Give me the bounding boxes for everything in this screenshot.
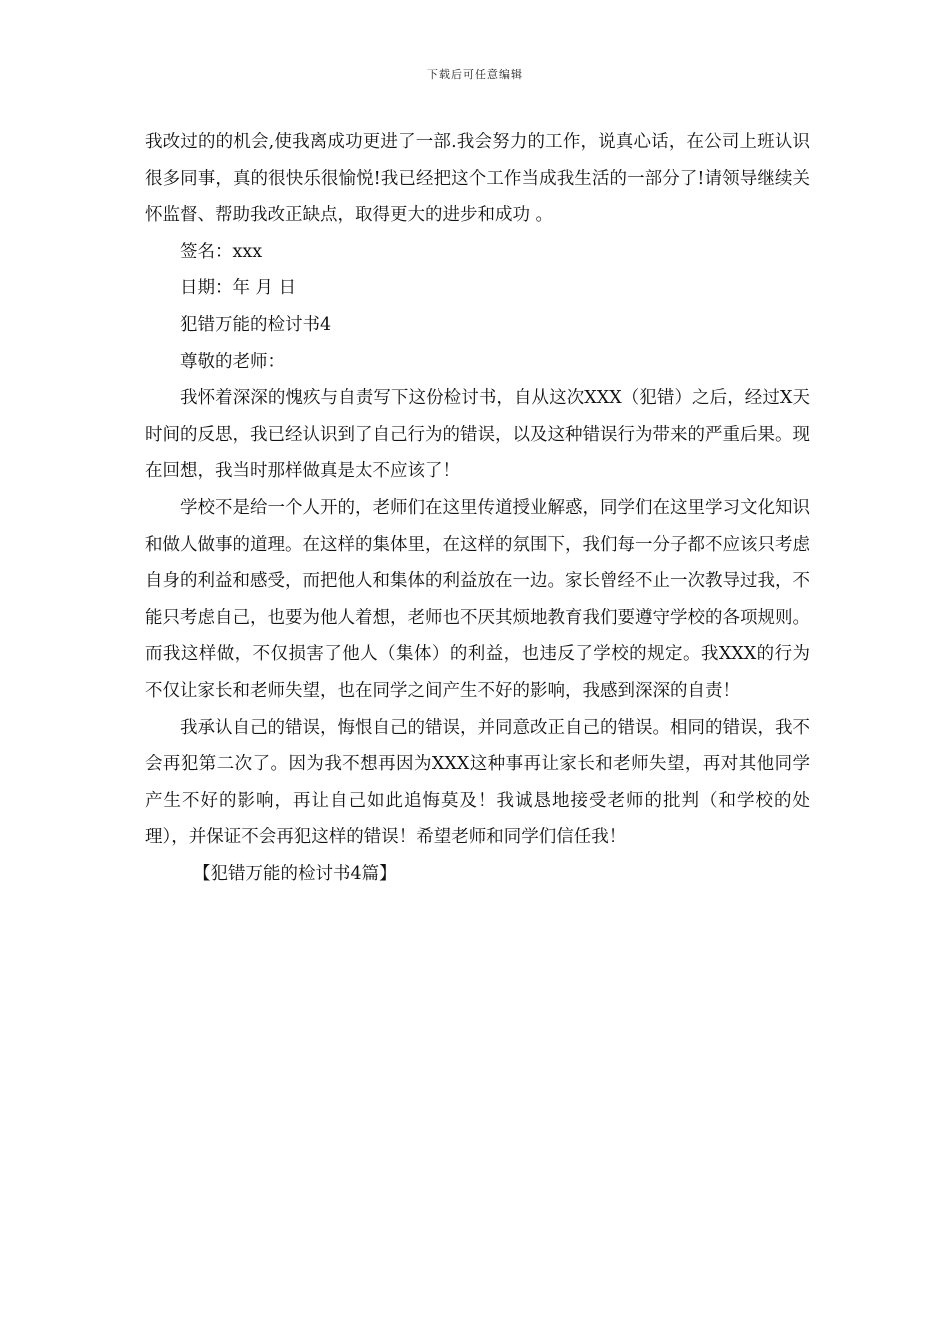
date-line: 日期：年 月 日 — [180, 278, 297, 299]
footer-title: 【犯错万能的检讨书4篇】 — [193, 863, 397, 884]
section-title: 犯错万能的检讨书4 — [180, 314, 332, 335]
paragraph-reflection: 我怀着深深的愧疚与自责写下这份检讨书，自从这次XXX（犯错）之后，经过X天时间的反思，我已经认识到了自己行为的错误，以及这种错误行为带来的严重后果。现在回想，我当时那样做真是太不应该了！ — [145, 388, 810, 482]
paragraph-school: 学校不是给一个人开的，老师们在这里传道授业解惑，同学们在这里学习文化知识和做人做事的道理。在这样的集体里，在这样的氛围下，我们每一分子都不应该只考虑自身的利益和感受，而把他人和集体的利益放在一边。家长曾经不止一次教导过我，不能只考虑自己，也要为他人着想，老师也不厌其烦地教育我们要遵守学校的各项规则。而我这样做，不仅损害了他人（集体）的利益，也违反了学校的规定。我XXX的行为不仅让家长和老师失望，也在同学之间产生不好的影响，我感到深深的自责！ — [145, 497, 810, 701]
paragraph-promise: 我承认自己的错误，悔恨自己的错误，并同意改正自己的错误。相同的错误，我不会再犯第二次了。因为我不想再因为XXX这种事再让家长和老师失望，再对其他同学产生不好的影响，再让自己如此追悔莫及！我诚恳地接受老师的批判（和学校的处理），并保证不会再犯这样的错误！希望老师和同学们信任我！ — [145, 717, 810, 848]
paragraph-continuation: 我改过的的机会,使我离成功更进了一部.我会努力的工作，说真心话，在公司上班认识很多同事，真的很快乐很愉悦!我已经把这个工作当成我生活的一部分了!请领导继续关怀监督、帮助我改正缺点，取得更大的进步和成功 。 — [145, 132, 810, 226]
salutation: 尊敬的老师： — [180, 351, 285, 372]
signature-line: 签名：xxx — [180, 241, 263, 262]
header-note: 下载后可任意编辑 — [427, 68, 523, 81]
document-body — [145, 124, 810, 892]
